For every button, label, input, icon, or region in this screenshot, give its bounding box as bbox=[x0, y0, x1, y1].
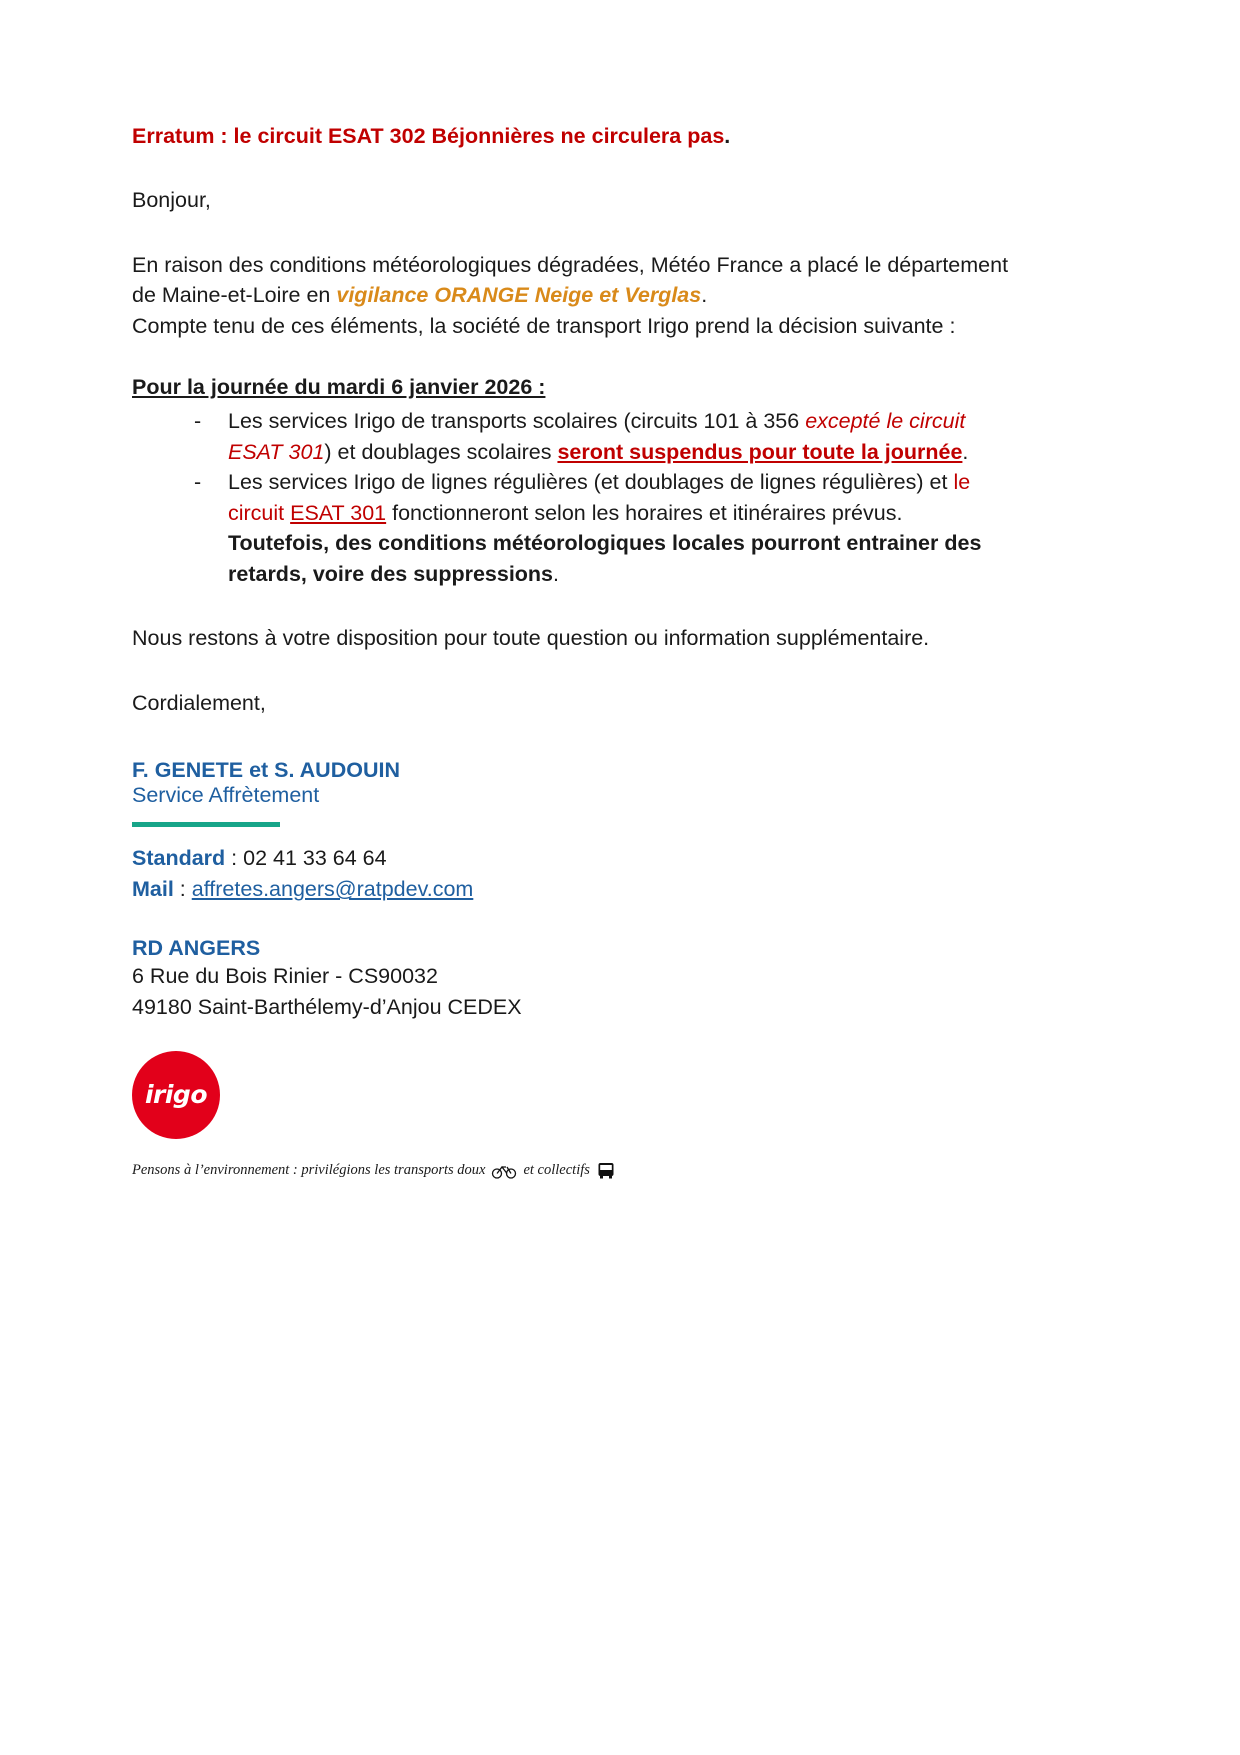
erratum-line bbox=[132, 122, 1012, 151]
standard-label: Standard bbox=[132, 846, 226, 871]
bullet2-circuit-prefix: le circuit bbox=[228, 470, 971, 525]
bullet1-suspended: seront suspendus pour toute la journée bbox=[557, 439, 963, 464]
intro-part2: . bbox=[701, 283, 708, 308]
bullet2-text1: Les services Irigo de lignes régulières (et doublages de lignes régulières) et bbox=[228, 470, 954, 495]
bus-icon bbox=[596, 1161, 616, 1181]
section-title: Pour la journée du mardi 6 janvier 2026 : bbox=[132, 375, 546, 400]
bullet2-text6: . bbox=[553, 561, 560, 586]
signature-role: Service Affrètement bbox=[132, 783, 320, 808]
address-title: RD ANGERS bbox=[132, 935, 261, 960]
bullet1-text1: Les services Irigo de transports scolaires (circuits 101 à 356 bbox=[228, 409, 806, 434]
closing-paragraph-1: Nous restons à votre disposition pour toute question ou information supplémentaire. bbox=[132, 626, 930, 651]
dash-marker: - bbox=[194, 409, 202, 434]
erratum-tail: . bbox=[724, 124, 731, 148]
footer-text-2: et collectifs bbox=[523, 1162, 590, 1179]
environment-footer bbox=[132, 1161, 1012, 1181]
standard-value: : 02 41 33 64 64 bbox=[225, 846, 387, 871]
footer-text-1: Pensons à l’environnement : privilégions les transports doux bbox=[132, 1162, 486, 1179]
bullet1-exception: excepté le circuit ESAT 301 bbox=[228, 409, 966, 464]
address-line-1: 6 Rue du Bois Rinier - CS90032 bbox=[132, 963, 438, 988]
logo-text: irigo bbox=[144, 1080, 208, 1110]
bullet-list bbox=[132, 406, 1012, 589]
irigo-logo bbox=[132, 1051, 220, 1139]
mail-separator: : bbox=[173, 877, 192, 902]
intro-paragraph bbox=[132, 250, 1012, 311]
bullet1-text3: ) et doublages scolaires bbox=[324, 439, 558, 464]
dash-marker: - bbox=[194, 470, 202, 495]
email-link[interactable]: affretes.angers@ratpdev.com bbox=[191, 877, 474, 902]
address-line-2: 49180 Saint-Barthélemy-d’Anjou CEDEX bbox=[132, 994, 522, 1019]
standard-phone-line bbox=[132, 843, 1012, 874]
divider bbox=[132, 822, 280, 827]
list-item bbox=[132, 406, 1012, 467]
mail-line bbox=[132, 874, 1012, 905]
vigilance-orange: vigilance ORANGE Neige et Verglas bbox=[336, 283, 702, 308]
bullet2-text4: fonctionneront selon les horaires et itinéraires prévus. bbox=[386, 500, 903, 525]
bullet2-warning: Toutefois, des conditions météorologiques locales pourront entrainer des retards, voire des suppressions bbox=[228, 531, 982, 586]
mail-label: Mail bbox=[132, 877, 174, 902]
list-item bbox=[132, 467, 1012, 589]
document-content bbox=[132, 122, 1012, 1181]
greeting: Bonjour, bbox=[132, 188, 211, 213]
closing-paragraph-2: Cordialement, bbox=[132, 690, 266, 715]
bicycle-icon bbox=[491, 1163, 517, 1179]
intro-part1: En raison des conditions météorologiques dégradées, Météo France a placé le département de Maine-et-Loire en bbox=[132, 252, 1009, 308]
intro-line2: Compte tenu de ces éléments, la société de transport Irigo prend la décision suivante : bbox=[132, 313, 956, 338]
erratum-highlight: Erratum : le circuit ESAT 302 Béjonnières ne circulera pas bbox=[132, 124, 725, 148]
signature-name: F. GENETE et S. AUDOUIN bbox=[132, 758, 400, 783]
bullet1-text5: . bbox=[962, 439, 969, 464]
bullet2-esat-301: ESAT 301 bbox=[290, 500, 387, 525]
